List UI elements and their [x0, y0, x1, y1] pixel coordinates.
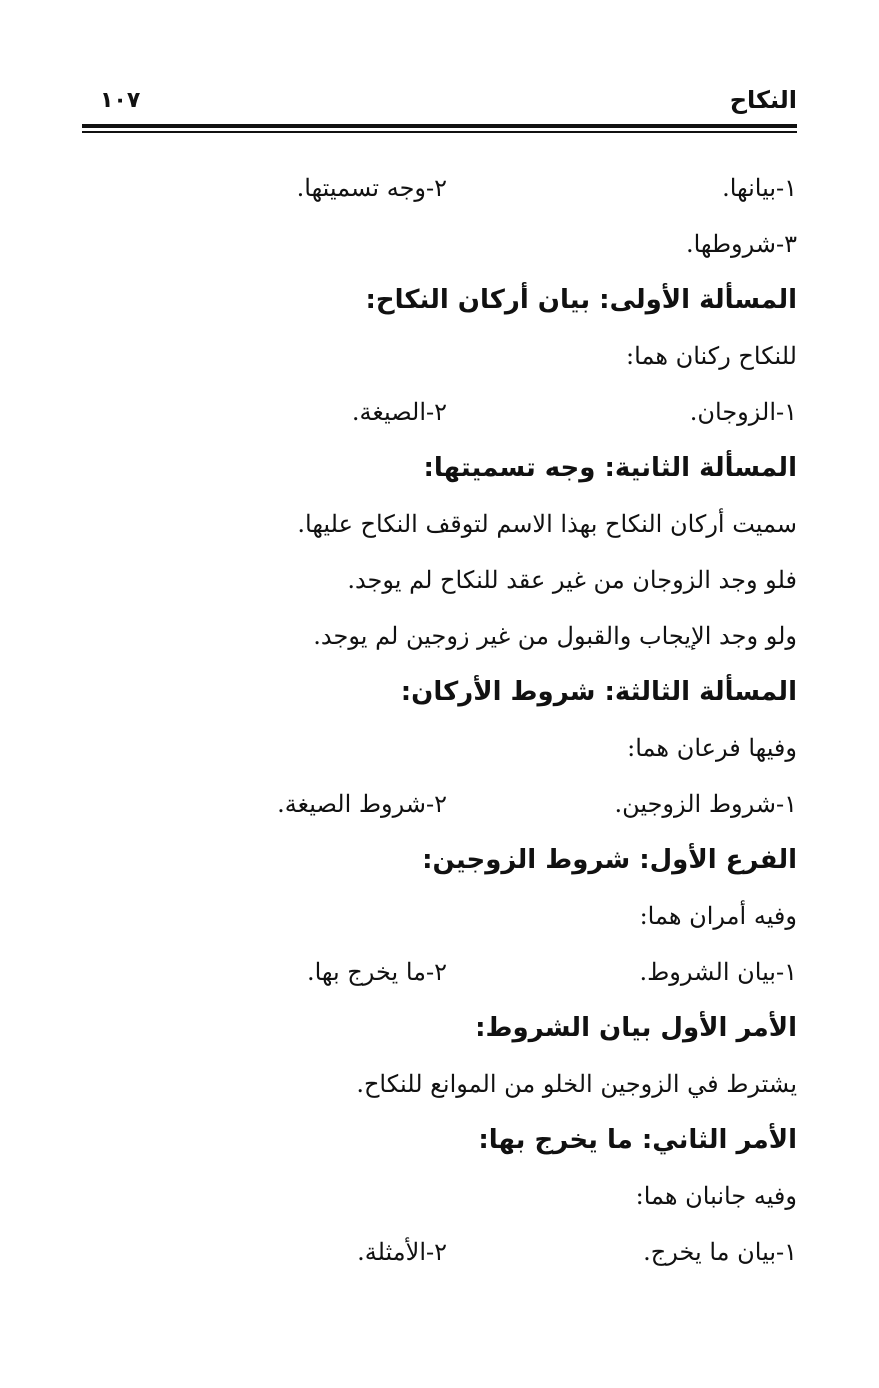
paragraph: يشترط في الزوجين الخلو من الموانع للنكاح.	[356, 1070, 797, 1098]
paragraph: وفيه جانبان هما:	[635, 1182, 797, 1210]
list-item: ١-الزوجان.	[689, 398, 797, 426]
list-item: ١-بيان الشروط.	[639, 958, 797, 986]
paragraph: وفيه أمران هما:	[639, 902, 797, 930]
list-line	[82, 944, 797, 1000]
list-line	[82, 384, 797, 440]
list-item: ١-شروط الزوجين.	[614, 790, 797, 818]
header-rule-thick	[82, 124, 797, 128]
list-item: ٢-الأمثلة.	[357, 1238, 447, 1266]
paragraph: سميت أركان النكاح بهذا الاسم لتوقف النكاح عليها.	[297, 510, 797, 538]
header-rule-thin	[82, 131, 797, 133]
section-heading: الأمر الأول بيان الشروط:	[475, 1013, 797, 1043]
list-line	[82, 160, 797, 216]
list-item: ٢-شروط الصيغة.	[277, 790, 447, 818]
list-item: ٢-الصيغة.	[351, 398, 447, 426]
section-heading: الفرع الأول: شروط الزوجين:	[422, 845, 797, 875]
list-item: ١-بيان ما يخرج.	[643, 1238, 797, 1266]
page-body	[82, 160, 797, 1280]
page-number: ١٠٧	[100, 88, 141, 113]
section-heading: المسألة الأولى: بيان أركان النكاح:	[365, 285, 797, 315]
list-item: ١-بيانها.	[722, 174, 797, 202]
chapter-title: النكاح	[729, 86, 797, 114]
section-heading: المسألة الثالثة: شروط الأركان:	[400, 677, 797, 707]
list-line	[82, 776, 797, 832]
list-item: ٢-ما يخرج بها.	[306, 958, 447, 986]
paragraph: ولو وجد الإيجاب والقبول من غير زوجين لم يوجد.	[313, 622, 797, 650]
list-item: ٢-وجه تسميتها.	[296, 174, 447, 202]
paragraph: وفيها فرعان هما:	[627, 734, 797, 762]
section-heading: الأمر الثاني: ما يخرج بها:	[478, 1125, 797, 1155]
section-heading: المسألة الثانية: وجه تسميتها:	[423, 453, 797, 483]
list-item: ٣-شروطها.	[685, 230, 797, 258]
page-header	[82, 86, 797, 126]
paragraph: فلو وجد الزوجان من غير عقد للنكاح لم يوجد.	[347, 566, 797, 594]
paragraph: للنكاح ركنان هما:	[626, 342, 797, 370]
list-line	[82, 1224, 797, 1280]
